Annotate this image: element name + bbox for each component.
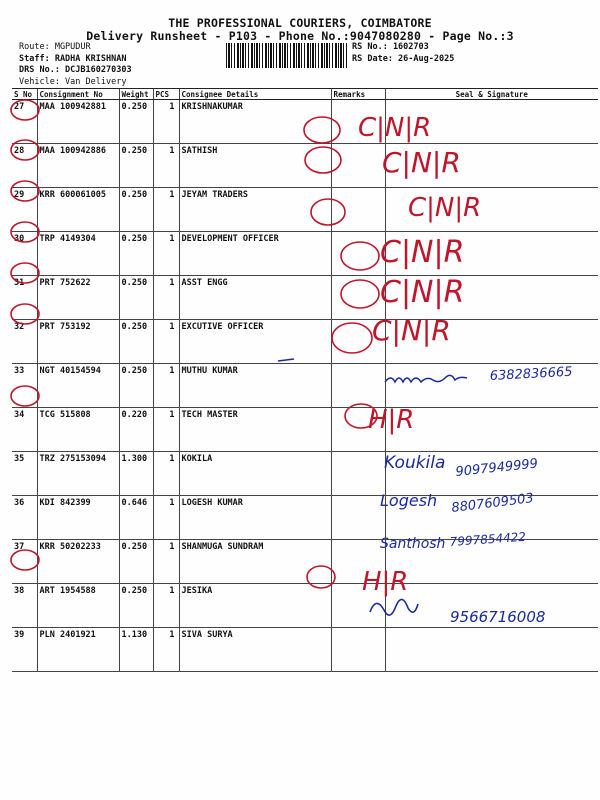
cell-sno: 36 <box>12 496 37 540</box>
cell-pcs: 1 <box>153 144 179 188</box>
cell-consignment: KDI 842399 <box>37 496 119 540</box>
cell-sno: 35 <box>12 452 37 496</box>
col-pcs: PCS <box>153 89 179 100</box>
cell-weight: 0.250 <box>119 232 153 276</box>
circle-mark-38 <box>11 550 39 570</box>
cell-consignment: TRP 4149304 <box>37 232 119 276</box>
cell-sno: 38 <box>12 584 37 628</box>
cell-consignment: TRZ 275153094 <box>37 452 119 496</box>
circle-mark-27 <box>11 100 39 120</box>
cell-consignee: JESIKA <box>179 584 331 628</box>
cell-sno: 27 <box>12 100 37 144</box>
signature-33 <box>385 375 467 382</box>
cell-pcs: 1 <box>153 100 179 144</box>
cell-pcs: 1 <box>153 408 179 452</box>
cell-sno: 28 <box>12 144 37 188</box>
handwritten-cnr-27: C|N|R <box>358 113 432 143</box>
handwritten-hr-34: H|R <box>368 405 415 435</box>
cell-consignee: LOGESH KUMAR <box>179 496 331 540</box>
col-consignee: Consignee Details <box>179 89 331 100</box>
cell-weight: 0.250 <box>119 540 153 584</box>
cell-weight: 0.250 <box>119 364 153 408</box>
cell-consignee: KRISHNAKUMAR <box>179 100 331 144</box>
handwritten-cnr-32: C|N|R <box>372 314 451 347</box>
dash-mark-33 <box>278 359 294 361</box>
cell-weight: 0.250 <box>119 188 153 232</box>
cell-pcs: 1 <box>153 540 179 584</box>
handwritten-hr-38: H|R <box>362 567 409 597</box>
company-title: THE PROFESSIONAL COURIERS, COIMBATORE <box>168 16 432 30</box>
scribble-circle-32 <box>332 323 372 353</box>
handwritten-cnr-28: C|N|R <box>382 146 461 179</box>
cell-sno: 32 <box>12 320 37 364</box>
cell-sno: 37 <box>12 540 37 584</box>
drs-number: DRS No.: DCJB160270303 <box>19 65 132 75</box>
vehicle-label: Vehicle: Van Delivery <box>19 76 127 87</box>
col-seal: Seal & Signature <box>385 89 598 100</box>
cell-weight: 0.250 <box>119 276 153 320</box>
cell-weight: 1.130 <box>119 628 153 672</box>
col-sno: S No <box>12 89 37 100</box>
cell-consignment: ART 1954588 <box>37 584 119 628</box>
cell-weight: 1.300 <box>119 452 153 496</box>
rs-number: RS No.: 1602703 <box>352 42 429 52</box>
phone-35: 9097949999 <box>454 456 539 480</box>
cell-consignee: ASST ENGG <box>179 276 331 320</box>
signature-36: Logesh <box>380 491 438 510</box>
handwritten-cnr-29: C|N|R <box>408 193 482 223</box>
cell-consignee: TECH MASTER <box>179 408 331 452</box>
scribble-circle-27 <box>304 117 340 143</box>
cell-consignee: KOKILA <box>179 452 331 496</box>
cell-pcs: 1 <box>153 584 179 628</box>
staff-label: Staff: RADHA KRISHNAN <box>19 53 127 64</box>
cell-sno: 31 <box>12 276 37 320</box>
phone-33: 6382836665 <box>489 364 573 384</box>
circle-mark-31 <box>11 263 39 283</box>
cell-consignment: KRR 600061005 <box>37 188 119 232</box>
circle-mark-28 <box>11 140 39 160</box>
cell-pcs: 1 <box>153 364 179 408</box>
signature-35: Koukila <box>384 453 446 473</box>
route-label: Route: MGPUDUR <box>19 42 91 52</box>
cell-consignee: EXCUTIVE OFFICER <box>179 320 331 364</box>
cell-sno: 29 <box>12 188 37 232</box>
cell-pcs: 1 <box>153 628 179 672</box>
signature-37: Santhosh <box>380 536 446 552</box>
phone-36: 8807609503 <box>450 491 535 516</box>
cell-weight: 0.250 <box>119 100 153 144</box>
scribble-circle-38 <box>307 566 335 588</box>
scribble-circle-29 <box>311 199 345 225</box>
cell-pcs: 1 <box>153 320 179 364</box>
cell-pcs: 1 <box>153 452 179 496</box>
circle-mark-34 <box>11 386 39 406</box>
col-remarks: Remarks <box>331 89 385 100</box>
signature-39 <box>370 599 418 615</box>
cell-consignee: SHANMUGA SUNDRAM <box>179 540 331 584</box>
cell-consignee: SATHISH <box>179 144 331 188</box>
col-consignment: Consignment No <box>37 89 119 100</box>
runsheet-subtitle: Delivery Runsheet - P103 - Phone No.:9047080280 - Page No.:3 <box>86 29 514 43</box>
cell-pcs: 1 <box>153 232 179 276</box>
circle-mark-32 <box>11 304 39 324</box>
cell-consignment: MAA 100942881 <box>37 100 119 144</box>
cell-weight: 0.646 <box>119 496 153 540</box>
handwritten-cnr-31: C|N|R <box>380 275 465 310</box>
cell-pcs: 1 <box>153 496 179 540</box>
scribble-circle-30 <box>341 242 379 270</box>
cell-pcs: 1 <box>153 188 179 232</box>
scribble-circle-31 <box>341 280 379 308</box>
cell-weight: 0.250 <box>119 584 153 628</box>
cell-consignment: NGT 40154594 <box>37 364 119 408</box>
cell-consignment: PRT 752622 <box>37 276 119 320</box>
circle-mark-29 <box>11 181 39 201</box>
cell-consignment: TCG 515808 <box>37 408 119 452</box>
cell-weight: 0.250 <box>119 144 153 188</box>
scribble-circle-28 <box>305 147 341 173</box>
cell-consignment: PLN 2401921 <box>37 628 119 672</box>
cell-consignment: KRR 50202233 <box>37 540 119 584</box>
cell-consignee: MUTHU KUMAR <box>179 364 331 408</box>
phone-39: 9566716008 <box>450 608 546 626</box>
col-weight: Weight <box>119 89 153 100</box>
cell-sno: 30 <box>12 232 37 276</box>
handwritten-cnr-30: C|N|R <box>380 235 465 270</box>
cell-weight: 0.250 <box>119 320 153 364</box>
cell-consignment: MAA 100942886 <box>37 144 119 188</box>
cell-weight: 0.220 <box>119 408 153 452</box>
cell-sno: 39 <box>12 628 37 672</box>
phone-37: 7997854422 <box>449 529 527 549</box>
cell-consignee: JEYAM TRADERS <box>179 188 331 232</box>
cell-pcs: 1 <box>153 276 179 320</box>
cell-consignee: DEVELOPMENT OFFICER <box>179 232 331 276</box>
cell-sno: 33 <box>12 364 37 408</box>
cell-consignment: PRT 753192 <box>37 320 119 364</box>
cell-consignee: SIVA SURYA <box>179 628 331 672</box>
rs-date: RS Date: 26-Aug-2025 <box>352 53 455 64</box>
circle-mark-30 <box>11 222 39 242</box>
cell-sno: 34 <box>12 408 37 452</box>
